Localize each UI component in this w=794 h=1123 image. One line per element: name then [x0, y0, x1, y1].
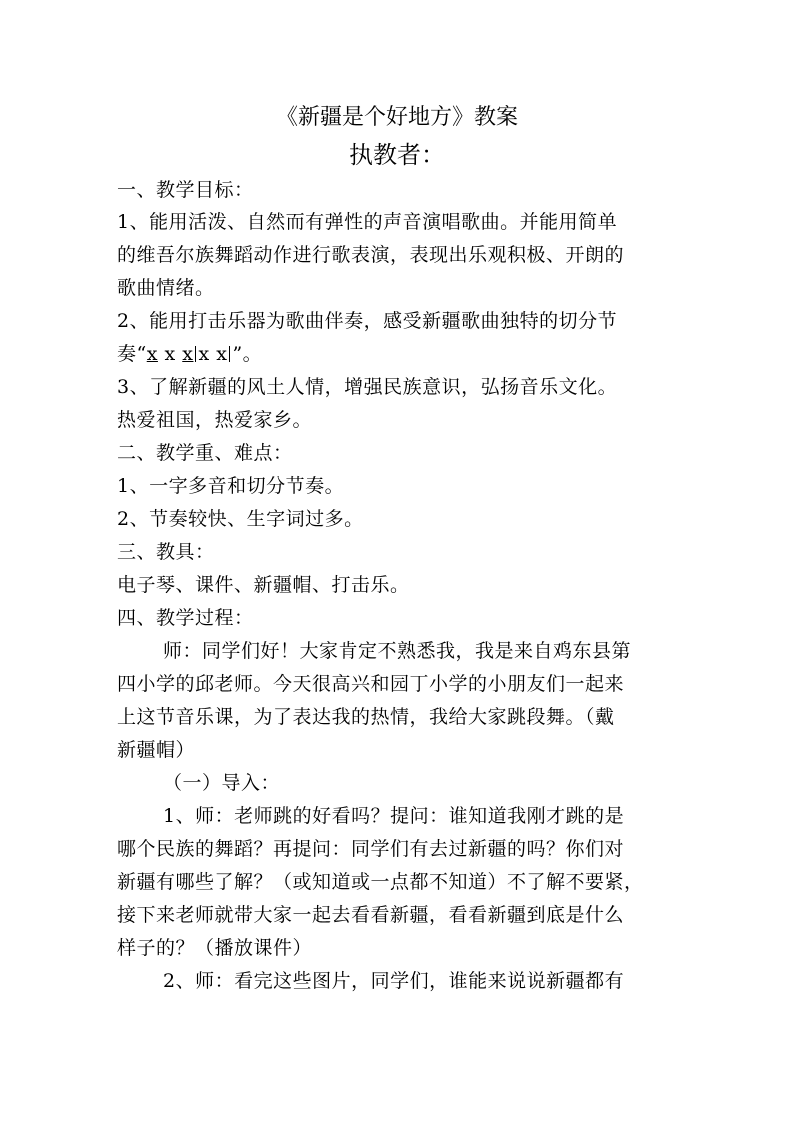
rhythm-line — [117, 339, 262, 366]
body-line: 的维吾尔族舞蹈动作进行歌表演，表现出乐观积极、开朗的 — [117, 244, 625, 266]
document-title: 《新疆是个好地方》教案 — [275, 105, 518, 130]
subsection-heading: （一）导入： — [163, 772, 281, 794]
body-line: 2、能用打击乐器为歌曲伴奏，感受新疆歌曲独特的切分节 — [117, 310, 618, 332]
body-line: 1、一字多音和切分节奏。 — [117, 475, 345, 497]
bar-line — [195, 346, 196, 362]
body-line: 3、了解新疆的风土人情，增强民族意识，弘扬音乐文化。 — [117, 376, 618, 398]
body-line: 四小学的邱老师。今天很高兴和园丁小学的小朋友们一起来 — [117, 673, 625, 695]
body-line: 样子的？（播放课件） — [117, 937, 313, 959]
body-line: 1、能用活泼、自然而有弹性的声音演唱歌曲。并能用简单 — [117, 211, 618, 233]
rhythm-prefix: 奏“ — [117, 343, 147, 365]
body-line: 2、师：看完这些图片，同学们，谁能来说说新疆都有 — [163, 970, 625, 992]
rhythm-suffix: ”。 — [232, 343, 263, 365]
rhythm-note: x — [216, 343, 228, 365]
section-heading: 二、教学重、难点： — [117, 442, 293, 464]
rhythm-note: x — [198, 343, 210, 365]
body-line: 师：同学们好！大家肯定不熟悉我，我是来自鸡东县第 — [163, 640, 632, 662]
body-line: 新疆帽） — [117, 739, 196, 761]
teacher-label: 执教者： — [349, 141, 445, 169]
section-heading: 一、教学目标： — [117, 179, 254, 201]
body-line: 电子琴、课件、新疆帽、打击乐。 — [117, 574, 410, 596]
body-line: 哪个民族的舞蹈？再提问：同学们有去过新疆的吗？你们对 — [117, 838, 625, 860]
section-heading: 三、教具： — [117, 541, 215, 563]
body-line: 热爱祖国，热爱家乡。 — [117, 409, 313, 431]
body-line: 上这节音乐课，为了表达我的热情，我给大家跳段舞。（戴 — [117, 706, 615, 728]
rhythm-note: x — [182, 343, 194, 365]
rhythm-note: x — [164, 343, 176, 365]
rhythm-note: x — [146, 343, 158, 365]
bar-line — [229, 346, 230, 362]
section-heading: 四、教学过程： — [117, 607, 254, 629]
body-line: 新疆有哪些了解？（或知道或一点都不知道）不了解不要紧， — [117, 871, 644, 893]
body-line: 歌曲情绪。 — [117, 277, 215, 299]
body-line: 1、师：老师跳的好看吗？提问：谁知道我刚才跳的是 — [163, 805, 625, 827]
body-line: 2、节奏较快、生字词过多。 — [117, 508, 364, 530]
body-line: 接下来老师就带大家一起去看看新疆，看看新疆到底是什么 — [117, 904, 625, 926]
